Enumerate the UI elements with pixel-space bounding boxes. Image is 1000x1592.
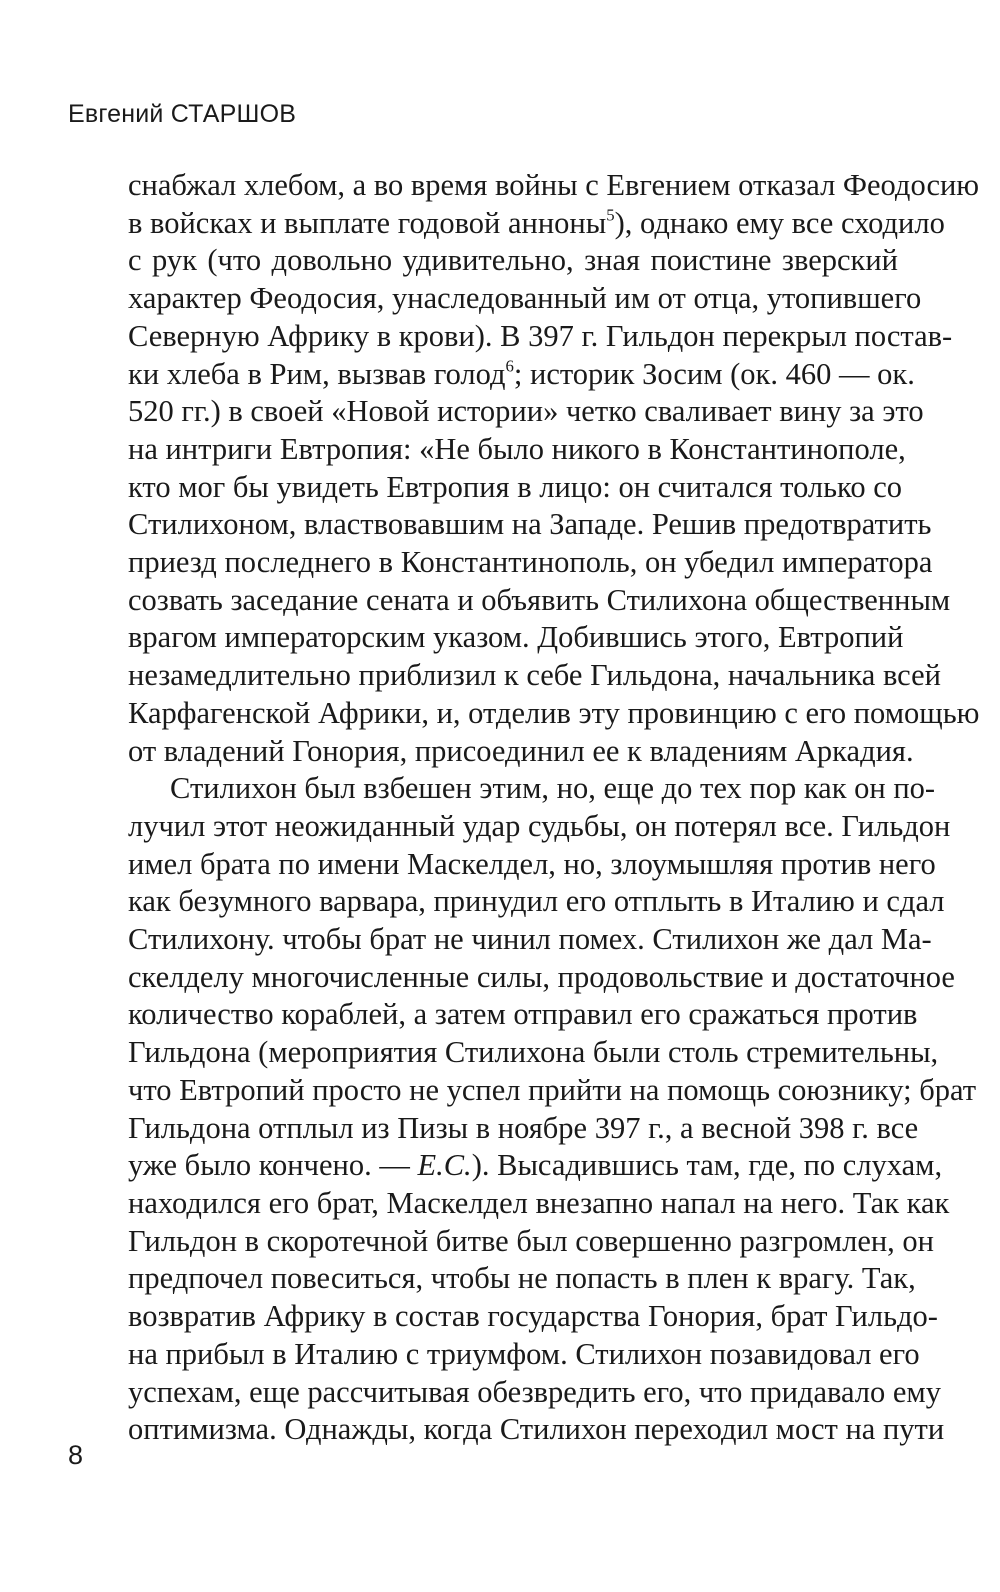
- text-line: на интриги Евтропия: «Не было никого в Константинополе,: [128, 431, 906, 466]
- text-line: [128, 1147, 943, 1185]
- text-line: Гильдона отплыл из Пизы в ноябре 397 г., а весной 398 г. все: [128, 1110, 919, 1145]
- text-line: Стилихоном, властвовавшим на Западе. Решив предотвратить: [128, 507, 932, 542]
- footnote-ref: 6: [505, 355, 514, 375]
- text-segment: уже было кончено. —: [128, 1148, 418, 1183]
- text-line: с рук (что довольно удивительно, зная поистине зверский: [128, 243, 898, 278]
- text-line: характер Феодосия, унаследованный им от отца, утопившего: [128, 281, 922, 316]
- footnote-ref: 5: [606, 205, 615, 225]
- text-line: лучил этот неожиданный удар судьбы, он потерял все. Гильдон: [128, 808, 951, 843]
- text-line: Карфагенской Африки, и, отделив эту провинцию с его помощью: [128, 695, 980, 730]
- text-line: приезд последнего в Константинополь, он убедил императора: [128, 545, 933, 580]
- text-line: Гильдона (мероприятия Стилихона были столь стремительны,: [128, 1035, 939, 1070]
- running-head: Евгений СТАРШОВ: [68, 100, 297, 128]
- text-line: незамедлительно приблизил к себе Гильдона, начальника всей: [128, 658, 941, 693]
- body-text: [128, 167, 980, 1449]
- text-line: оптимизма. Однажды, когда Стилихон переходил мост на пути: [128, 1412, 945, 1447]
- text-segment: ; историк Зосим (ок. 460 — ок.: [513, 356, 915, 391]
- text-line: что Евтропий просто не успел прийти на помощь союзнику; брат: [128, 1072, 977, 1107]
- text-line: имел брата по имени Маскелдел, но, злоумышляя против него: [128, 846, 936, 881]
- text-line: снабжал хлебом, а во время войны с Евгением отказал Феодосию: [128, 168, 980, 202]
- paragraph-1: [128, 167, 980, 770]
- text-line: [128, 355, 915, 394]
- text-line: находился его брат, Маскелдел внезапно напал на него. Так как: [128, 1185, 950, 1220]
- text-line: Стилихон был взбешен этим, но, еще до тех пор как он по-: [170, 771, 936, 806]
- text-line: скелделу многочисленные силы, продовольствие и достаточное: [128, 959, 955, 994]
- text-segment: ), однако ему все сходило: [614, 205, 945, 240]
- text-line: как безумного варвара, принудил его отплыть в Италию и сдал: [128, 884, 945, 919]
- paragraph-2: [128, 770, 977, 1449]
- text-line: предпочел повеситься, чтобы не попасть в плен к врагу. Так,: [128, 1261, 916, 1296]
- author-initials: Е.С.: [417, 1148, 472, 1183]
- text-line: возвратив Африку в состав государства Гонория, брат Гильдо-: [128, 1299, 938, 1334]
- text-line: созвать заседание сената и объявить Стилихона общественным: [128, 582, 951, 617]
- text-line: успехам, еще рассчитывая обезвредить его, что придавало ему: [128, 1374, 941, 1409]
- text-line: 520 гг.) в своей «Новой истории» четко сваливает вину за это: [128, 394, 924, 429]
- text-line: количество кораблей, а затем отправил его сражаться против: [128, 997, 918, 1032]
- text-line: на прибыл в Италию с триумфом. Стилихон позавидовал его: [128, 1336, 920, 1371]
- text-line: Северную Африку в крови). В 397 г. Гильдон перекрыл постав-: [128, 318, 953, 353]
- text-line: [128, 205, 945, 243]
- text-line: Стилихону. чтобы брат не чинил помех. Стилихон же дал Ма-: [128, 922, 932, 957]
- text-segment: ки хлеба в Рим, вызвав голод: [128, 356, 506, 391]
- text-segment: ). Высадившись там, где, по слухам,: [471, 1148, 943, 1183]
- text-line: от владений Гонория, присоединил ее к владениям Аркадия.: [128, 733, 914, 768]
- text-segment: в войсках и выплате годовой анноны: [128, 205, 607, 240]
- page-number: 8: [68, 1440, 84, 1470]
- text-line: Гильдон в скоротечной битве был совершенно разгромлен, он: [128, 1223, 935, 1258]
- text-line: кто мог бы увидеть Евтропия в лицо: он считался только со: [128, 469, 902, 504]
- text-line: врагом императорским указом. Добившись этого, Евтропий: [128, 620, 904, 655]
